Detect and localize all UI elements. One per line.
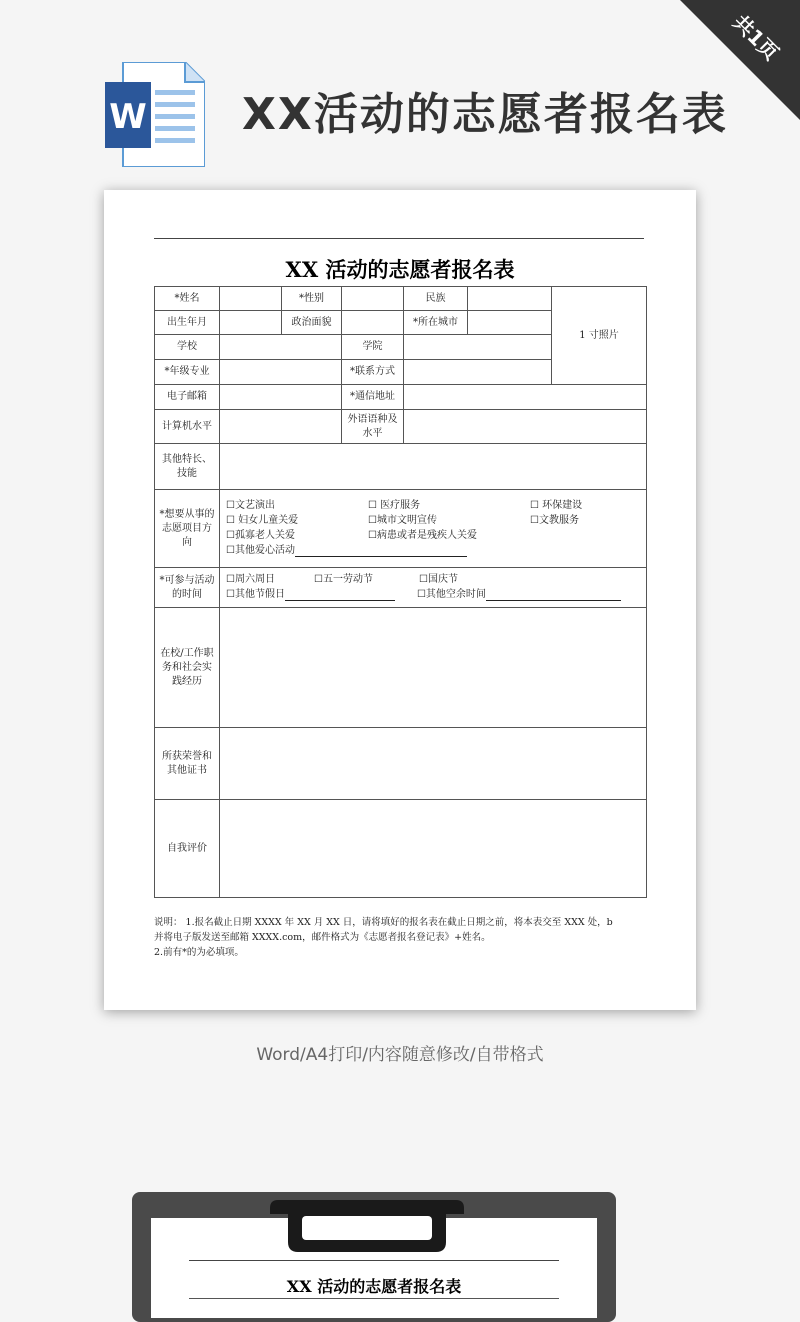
college-field[interactable] [404, 335, 552, 360]
contact-label: *联系方式 [342, 360, 404, 385]
clipboard-clip-icon [268, 1196, 466, 1258]
preview-table-edge [189, 1298, 559, 1299]
time-option[interactable]: ☐其他节假日 [226, 589, 285, 600]
direction-option[interactable]: ☐文教服务 [530, 515, 579, 526]
email-field[interactable] [220, 385, 342, 410]
grade-major-label: *年级专业 [155, 360, 220, 385]
name-field[interactable] [220, 287, 282, 311]
other-activity-line[interactable] [295, 546, 467, 557]
political-field[interactable] [342, 311, 404, 335]
other-free-time-line[interactable] [486, 590, 621, 601]
language-label: 外语语种及水平 [342, 410, 404, 444]
table-row [155, 608, 647, 728]
page-title: XX活动的志愿者报名表 [242, 89, 728, 140]
direction-option[interactable]: ☐城市文明宣传 [368, 515, 437, 526]
direction-option[interactable]: ☐文艺演出 [226, 500, 275, 511]
header-rule [154, 238, 644, 239]
gender-field[interactable] [342, 287, 404, 311]
skills-label: 其他特长、技能 [155, 444, 220, 490]
political-label: 政治面貌 [282, 311, 342, 335]
name-label: *姓名 [155, 287, 220, 311]
time-options [220, 568, 647, 608]
computer-label: 计算机水平 [155, 410, 220, 444]
city-label: *所在城市 [404, 311, 468, 335]
college-label: 学院 [342, 335, 404, 360]
direction-option[interactable]: ☐其他爱心活动 [226, 545, 295, 556]
computer-field[interactable] [220, 410, 342, 444]
birth-field[interactable] [220, 311, 282, 335]
note-line: 并将电子版发送至邮箱 XXXX.com，邮件格式为《志愿者报名登记表》+姓名。 [154, 932, 491, 943]
gender-label: *性别 [282, 287, 342, 311]
experience-field[interactable] [220, 608, 647, 728]
ethnicity-field[interactable] [468, 287, 552, 311]
table-row [155, 287, 647, 311]
table-row [155, 385, 647, 410]
svg-text:W: W [109, 97, 147, 137]
photo-box: 1 寸照片 [552, 287, 647, 385]
school-field[interactable] [220, 335, 342, 360]
email-label: 电子邮箱 [155, 385, 220, 410]
grade-major-field[interactable] [220, 360, 342, 385]
document-preview [104, 190, 696, 1010]
word-file-icon [105, 62, 205, 167]
other-holiday-line[interactable] [285, 590, 395, 601]
ethnicity-label: 民族 [404, 287, 468, 311]
preview-title: XX 活动的志愿者报名表 [286, 1277, 462, 1296]
honors-label: 所获荣誉和其他证书 [155, 728, 220, 800]
skills-field[interactable] [220, 444, 647, 490]
registration-form-table [154, 286, 647, 898]
table-row [155, 800, 647, 898]
table-row [155, 444, 647, 490]
school-label: 学校 [155, 335, 220, 360]
direction-label: *想要从事的志愿项目方向 [155, 490, 220, 568]
direction-option[interactable]: ☐病患或者是残疾人关爱 [368, 530, 477, 541]
table-row [155, 568, 647, 608]
note-line: 说明： 1.报名截止日期 XXXX 年 XX 月 XX 日，请将填好的报名表在截止日期之前，将本表交至 XXX 处，b [154, 917, 613, 928]
direction-option[interactable]: ☐ 妇女儿童关爱 [226, 515, 299, 526]
direction-options [220, 490, 647, 568]
city-field[interactable] [468, 311, 552, 335]
feature-tagline: Word/A4打印/内容随意修改/自带格式 [256, 1045, 544, 1065]
table-row [155, 410, 647, 444]
form-title: XX 活动的志愿者报名表 [285, 257, 515, 282]
language-field[interactable] [404, 410, 647, 444]
direction-option[interactable]: ☐孤寡老人关爱 [226, 530, 295, 541]
time-option[interactable]: ☐其他空余时间 [416, 589, 486, 600]
address-field[interactable] [404, 385, 647, 410]
form-notes [154, 915, 654, 960]
direction-option[interactable]: ☐ 环保建设 [530, 500, 583, 511]
time-label: *可参与活动的时间 [155, 568, 220, 608]
table-row [155, 728, 647, 800]
self-eval-label: 自我评价 [155, 800, 220, 898]
self-eval-field[interactable] [220, 800, 647, 898]
birth-label: 出生年月 [155, 311, 220, 335]
experience-label: 在校/工作职务和社会实践经历 [155, 608, 220, 728]
time-option[interactable]: ☐周六周日 [226, 574, 275, 585]
direction-option[interactable]: ☐ 医疗服务 [368, 500, 421, 511]
time-option[interactable]: ☐国庆节 [419, 574, 458, 585]
header-rule [189, 1260, 559, 1261]
contact-field[interactable] [404, 360, 552, 385]
time-option[interactable]: ☐五一劳动节 [314, 574, 373, 585]
address-label: *通信地址 [342, 385, 404, 410]
note-line: 2.前有*的为必填项。 [154, 947, 244, 958]
page-count-badge: 共1页 [728, 10, 784, 66]
honors-field[interactable] [220, 728, 647, 800]
table-row [155, 490, 647, 568]
